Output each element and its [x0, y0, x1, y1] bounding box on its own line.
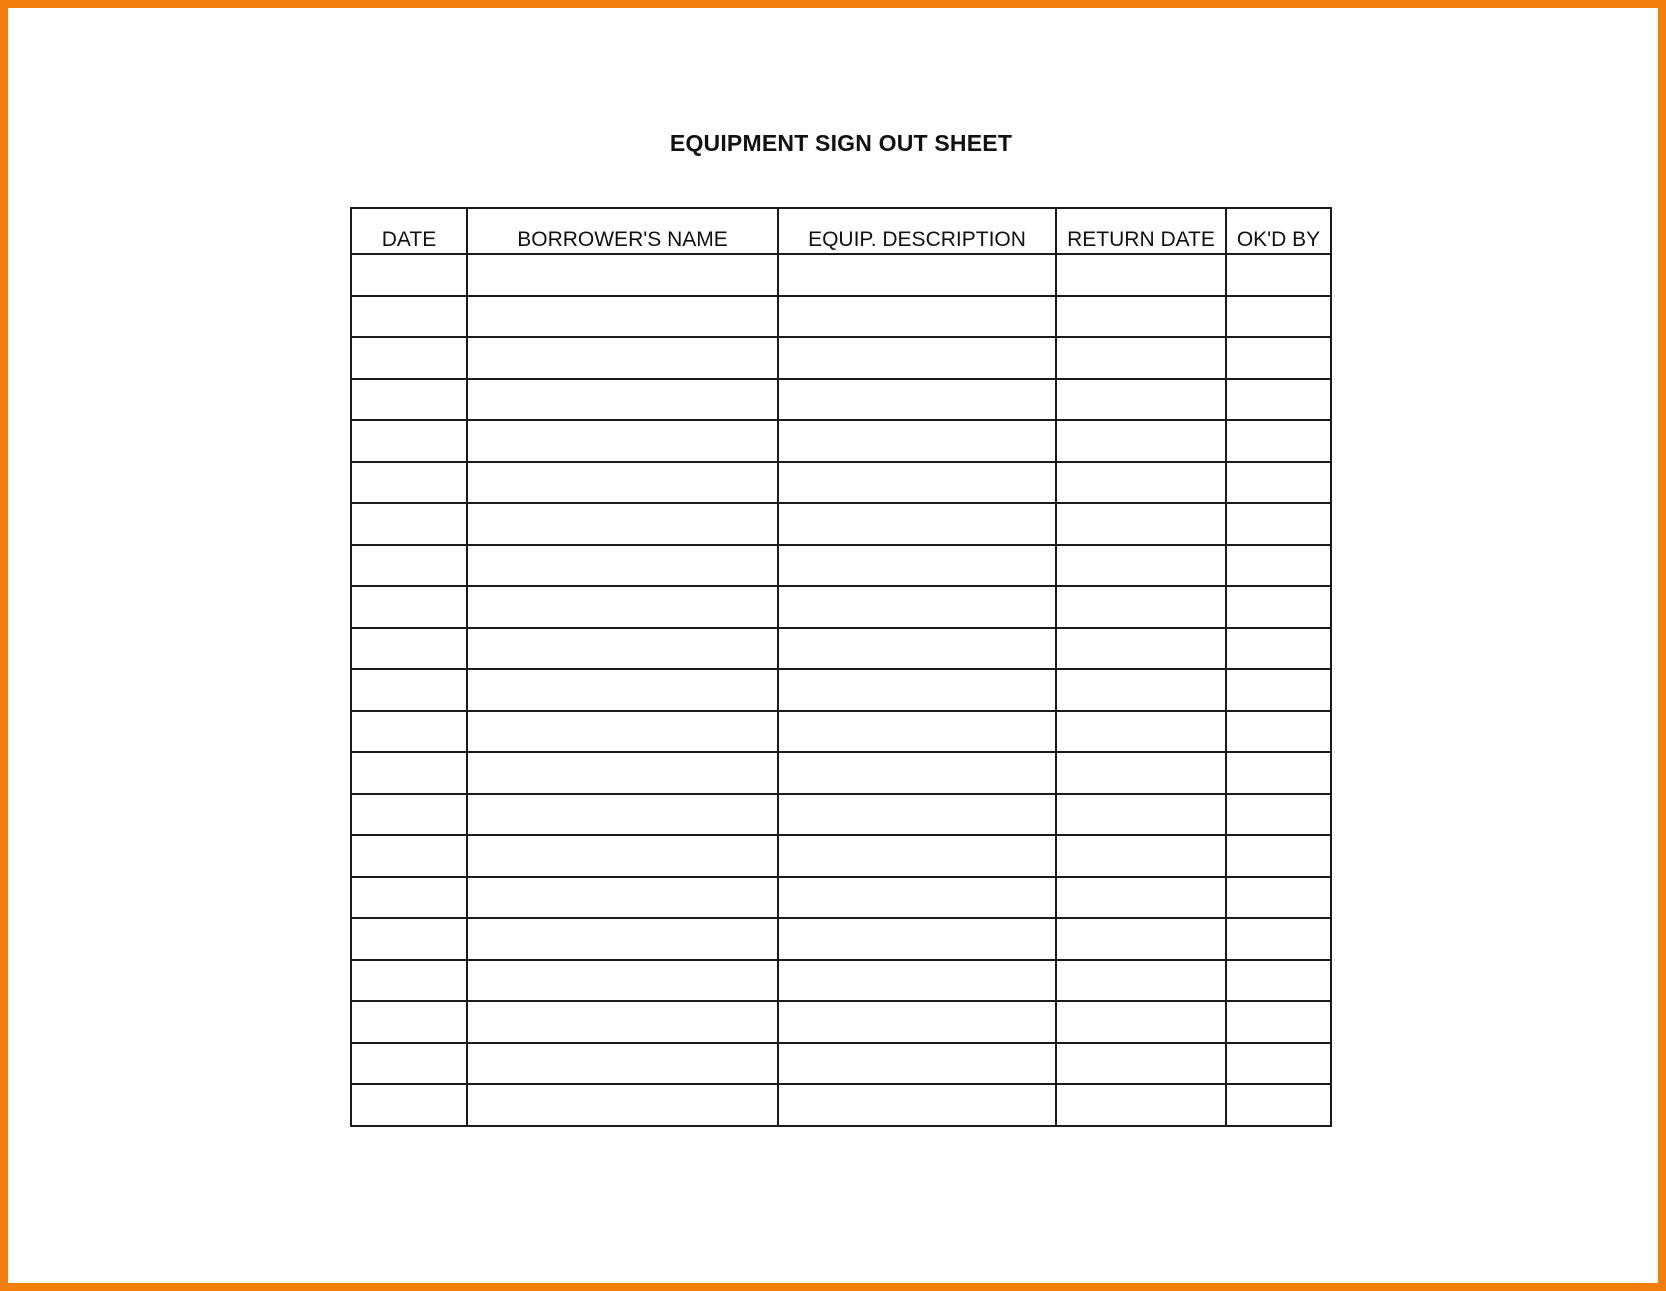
table-row [351, 1084, 1331, 1126]
cell-return-date [1056, 711, 1226, 753]
cell-borrower-name [467, 794, 778, 836]
cell-equip-description [778, 835, 1056, 877]
cell-date [351, 877, 467, 919]
table-row [351, 960, 1331, 1002]
cell-equip-description [778, 1001, 1056, 1043]
cell-return-date [1056, 918, 1226, 960]
cell-borrower-name [467, 918, 778, 960]
cell-borrower-name [467, 296, 778, 338]
table-row [351, 835, 1331, 877]
cell-okd-by [1226, 711, 1331, 753]
cell-borrower-name [467, 1043, 778, 1085]
cell-borrower-name [467, 420, 778, 462]
table-row [351, 462, 1331, 504]
header-borrower-name: BORROWER'S NAME [467, 208, 778, 254]
cell-equip-description [778, 503, 1056, 545]
cell-return-date [1056, 1043, 1226, 1085]
cell-borrower-name [467, 379, 778, 421]
table-row [351, 545, 1331, 587]
cell-okd-by [1226, 420, 1331, 462]
cell-return-date [1056, 1001, 1226, 1043]
cell-okd-by [1226, 586, 1331, 628]
table-row [351, 752, 1331, 794]
cell-equip-description [778, 1084, 1056, 1126]
table-row [351, 877, 1331, 919]
cell-borrower-name [467, 628, 778, 670]
cell-return-date [1056, 545, 1226, 587]
table-row [351, 420, 1331, 462]
cell-date [351, 835, 467, 877]
cell-okd-by [1226, 960, 1331, 1002]
cell-date [351, 711, 467, 753]
cell-borrower-name [467, 1001, 778, 1043]
cell-okd-by [1226, 1001, 1331, 1043]
cell-return-date [1056, 296, 1226, 338]
cell-borrower-name [467, 711, 778, 753]
cell-return-date [1056, 254, 1226, 296]
cell-okd-by [1226, 503, 1331, 545]
cell-return-date [1056, 669, 1226, 711]
cell-date [351, 545, 467, 587]
cell-borrower-name [467, 503, 778, 545]
cell-okd-by [1226, 1084, 1331, 1126]
cell-equip-description [778, 462, 1056, 504]
cell-date [351, 752, 467, 794]
cell-return-date [1056, 503, 1226, 545]
cell-equip-description [778, 337, 1056, 379]
header-date: DATE [351, 208, 467, 254]
cell-return-date [1056, 835, 1226, 877]
cell-date [351, 462, 467, 504]
cell-okd-by [1226, 1043, 1331, 1085]
cell-date [351, 420, 467, 462]
header-return-date: RETURN DATE [1056, 208, 1226, 254]
cell-borrower-name [467, 586, 778, 628]
cell-return-date [1056, 960, 1226, 1002]
cell-date [351, 1001, 467, 1043]
table-row [351, 1043, 1331, 1085]
cell-okd-by [1226, 296, 1331, 338]
cell-equip-description [778, 669, 1056, 711]
cell-okd-by [1226, 545, 1331, 587]
cell-okd-by [1226, 628, 1331, 670]
cell-equip-description [778, 254, 1056, 296]
table-row [351, 379, 1331, 421]
cell-equip-description [778, 379, 1056, 421]
cell-okd-by [1226, 918, 1331, 960]
cell-equip-description [778, 628, 1056, 670]
cell-borrower-name [467, 752, 778, 794]
cell-date [351, 628, 467, 670]
table-row [351, 669, 1331, 711]
header-equip-description: EQUIP. DESCRIPTION [778, 208, 1056, 254]
cell-return-date [1056, 794, 1226, 836]
table-row [351, 337, 1331, 379]
table-header-row [351, 208, 1331, 254]
cell-equip-description [778, 296, 1056, 338]
cell-borrower-name [467, 669, 778, 711]
cell-okd-by [1226, 254, 1331, 296]
sheet-title: EQUIPMENT SIGN OUT SHEET [669, 130, 1013, 156]
cell-okd-by [1226, 794, 1331, 836]
cell-date [351, 1084, 467, 1126]
cell-return-date [1056, 628, 1226, 670]
cell-date [351, 960, 467, 1002]
cell-borrower-name [467, 545, 778, 587]
cell-return-date [1056, 420, 1226, 462]
table-row [351, 1001, 1331, 1043]
cell-equip-description [778, 711, 1056, 753]
cell-equip-description [778, 918, 1056, 960]
cell-equip-description [778, 794, 1056, 836]
cell-return-date [1056, 586, 1226, 628]
cell-date [351, 503, 467, 545]
cell-return-date [1056, 752, 1226, 794]
cell-equip-description [778, 420, 1056, 462]
cell-equip-description [778, 586, 1056, 628]
cell-date [351, 337, 467, 379]
cell-return-date [1056, 337, 1226, 379]
cell-equip-description [778, 1043, 1056, 1085]
cell-okd-by [1226, 752, 1331, 794]
cell-date [351, 254, 467, 296]
cell-date [351, 794, 467, 836]
cell-date [351, 296, 467, 338]
cell-return-date [1056, 1084, 1226, 1126]
cell-date [351, 379, 467, 421]
table-body [351, 254, 1331, 1126]
cell-equip-description [778, 752, 1056, 794]
table-row [351, 254, 1331, 296]
table-row [351, 296, 1331, 338]
cell-borrower-name [467, 1084, 778, 1126]
cell-date [351, 586, 467, 628]
cell-okd-by [1226, 337, 1331, 379]
table-row [351, 628, 1331, 670]
table-row [351, 918, 1331, 960]
cell-okd-by [1226, 462, 1331, 504]
cell-borrower-name [467, 462, 778, 504]
cell-okd-by [1226, 379, 1331, 421]
cell-okd-by [1226, 835, 1331, 877]
sign-out-table [350, 207, 1332, 1127]
cell-okd-by [1226, 877, 1331, 919]
cell-return-date [1056, 877, 1226, 919]
cell-okd-by [1226, 669, 1331, 711]
cell-return-date [1056, 379, 1226, 421]
cell-equip-description [778, 877, 1056, 919]
header-okd-by: OK'D BY [1226, 208, 1331, 254]
cell-date [351, 669, 467, 711]
table-row [351, 794, 1331, 836]
cell-borrower-name [467, 254, 778, 296]
table-row [351, 503, 1331, 545]
table-row [351, 711, 1331, 753]
cell-date [351, 918, 467, 960]
cell-date [351, 1043, 467, 1085]
cell-equip-description [778, 960, 1056, 1002]
cell-equip-description [778, 545, 1056, 587]
cell-borrower-name [467, 877, 778, 919]
cell-borrower-name [467, 337, 778, 379]
table-row [351, 586, 1331, 628]
cell-borrower-name [467, 835, 778, 877]
cell-borrower-name [467, 960, 778, 1002]
cell-return-date [1056, 462, 1226, 504]
